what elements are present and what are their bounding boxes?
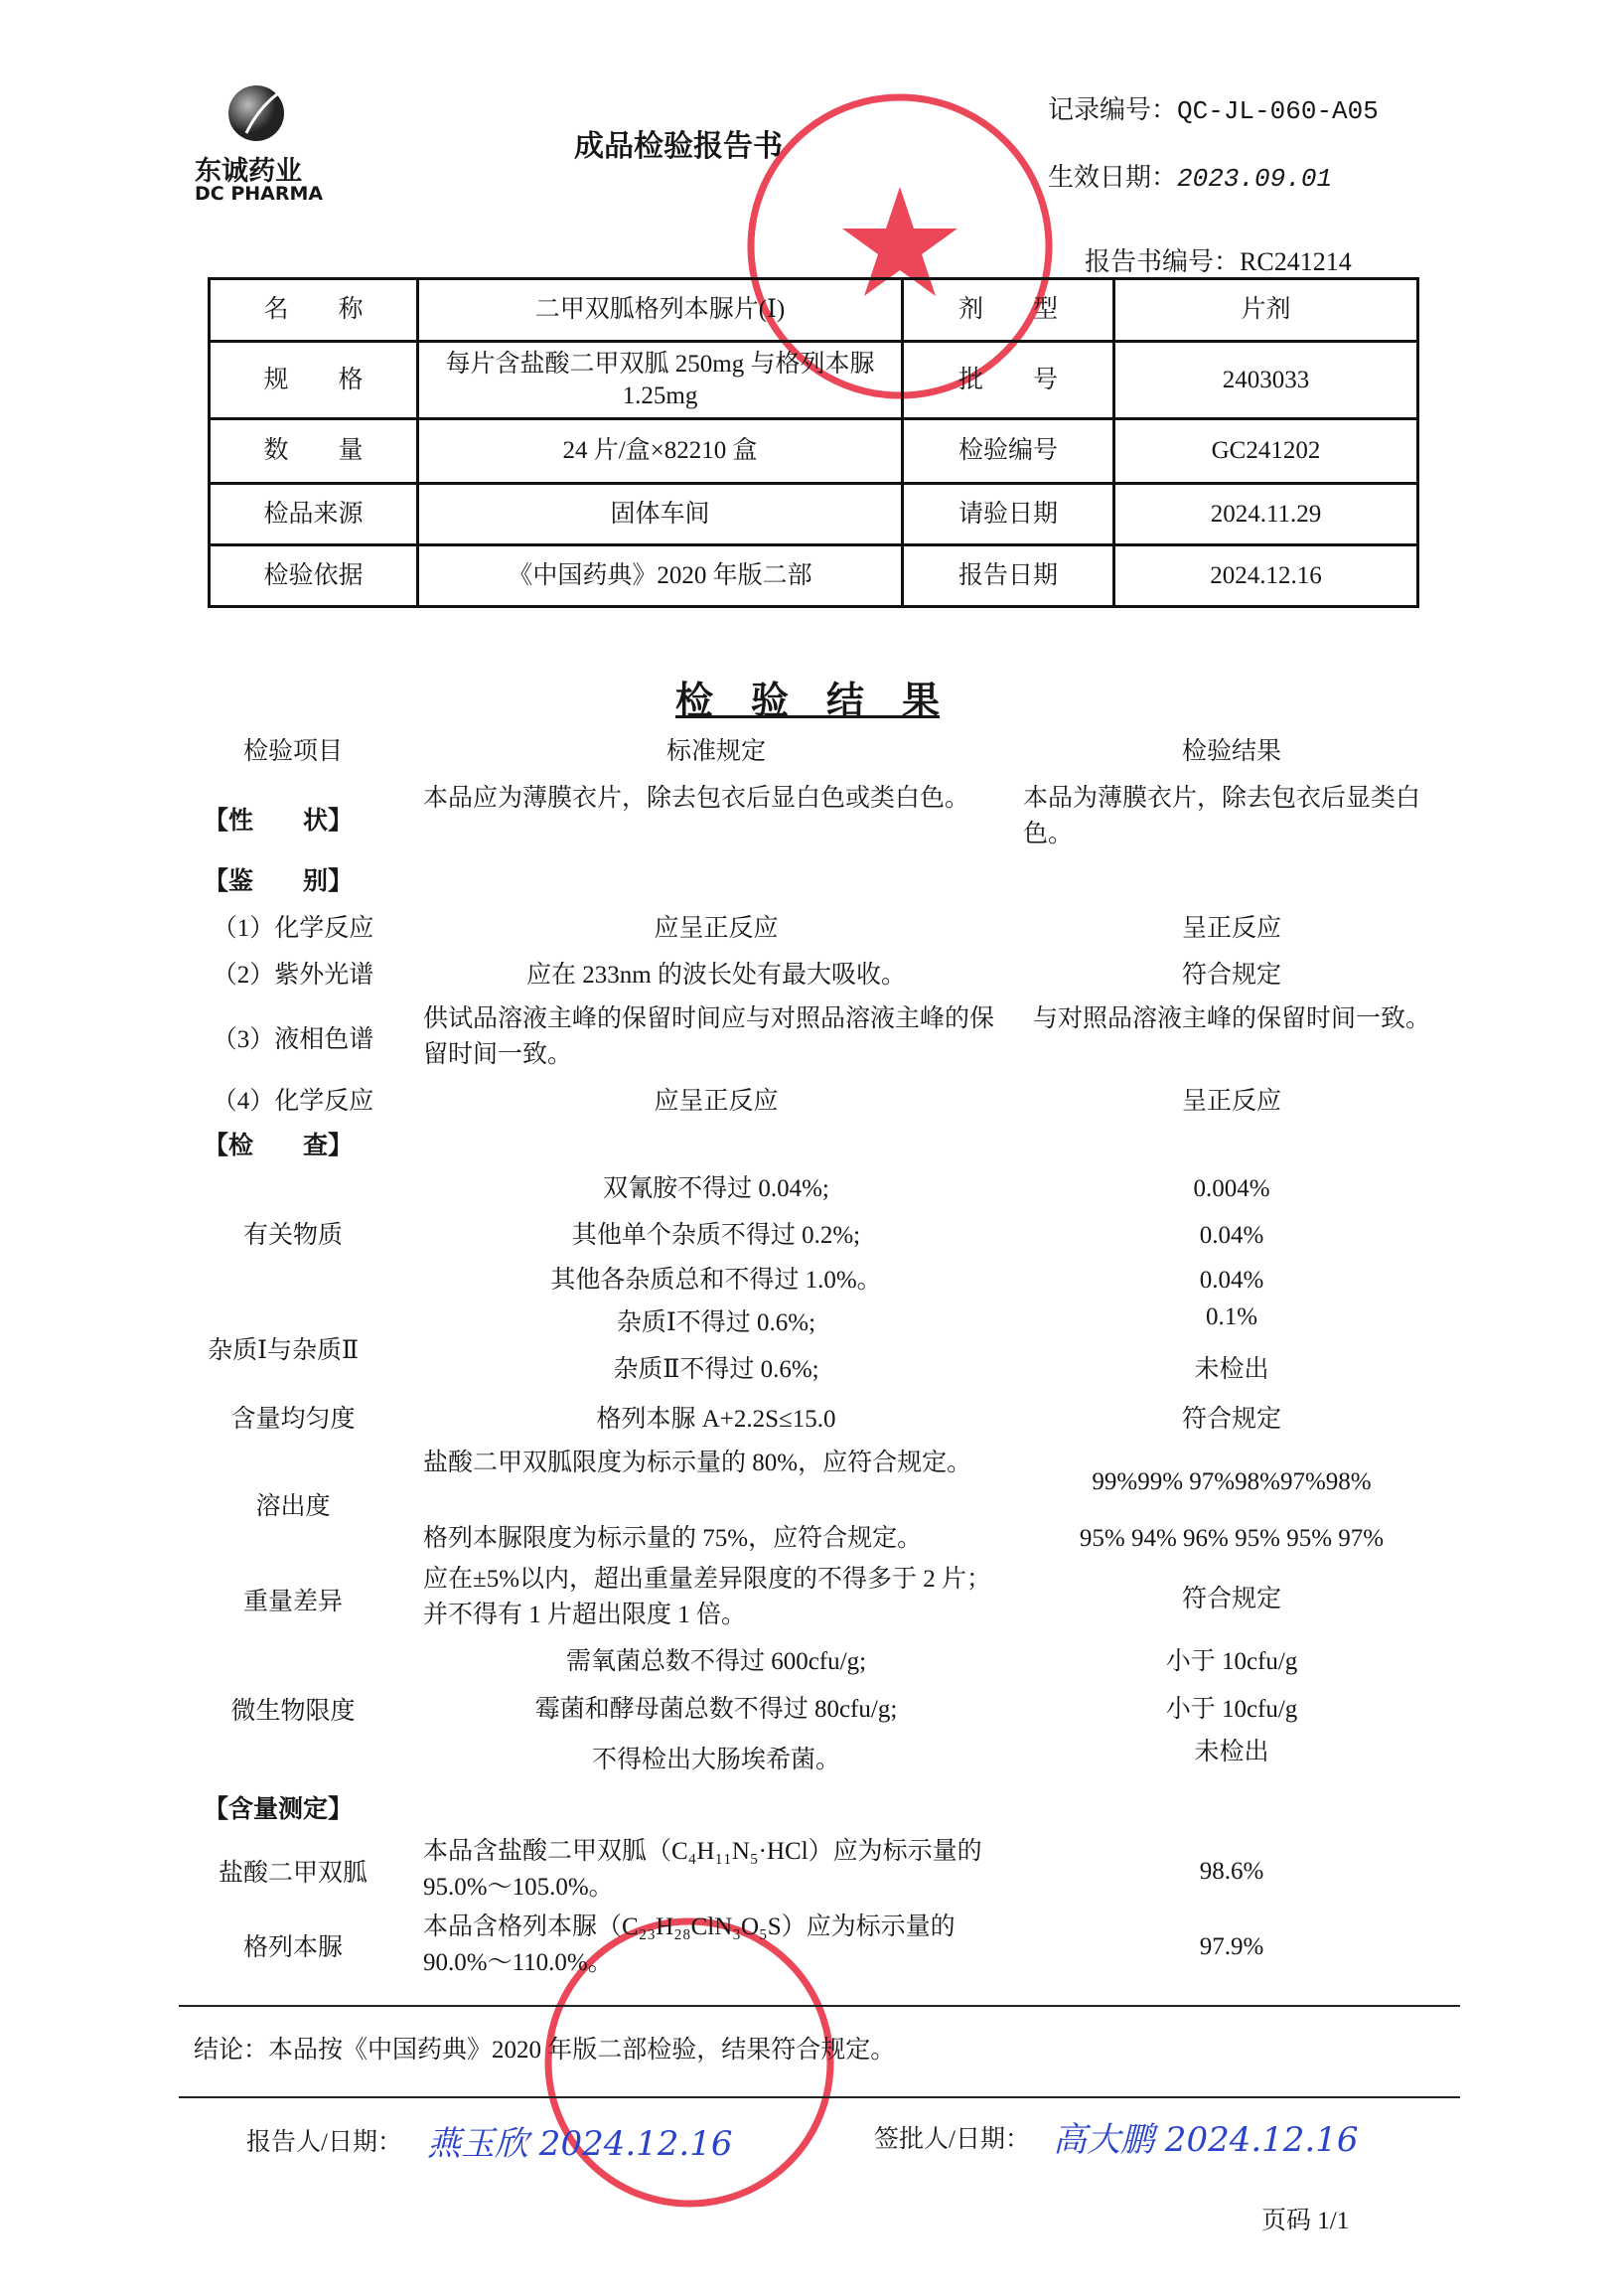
field-label: 检品来源: [210, 484, 418, 545]
field-value: GC241202: [1114, 419, 1418, 484]
id-item-standard: 供试品溶液主峰的保留时间应与对照品溶液主峰的保留时间一致。: [423, 1005, 995, 1068]
col-header-result: 检验结果: [1181, 738, 1281, 765]
field-value: 2024.12.16: [1114, 545, 1418, 607]
table-row: [210, 419, 1418, 484]
document-title: 成品检验报告书: [574, 130, 783, 163]
divider: [179, 2005, 1460, 2007]
id-item-result: 符合规定: [1181, 962, 1281, 989]
uniformity-label: 含量均匀度: [230, 1406, 356, 1433]
weight-variation-result: 符合规定: [1181, 1586, 1281, 1612]
product-info-table: [208, 277, 1419, 608]
dissolution-standard-2: 格列本脲限度为标示量的 75%，应符合规定。: [423, 1525, 923, 1552]
id-item-label: （3）液相色谱: [212, 1026, 374, 1053]
id-item-result: 与对照品溶液主峰的保留时间一致。: [1032, 1005, 1430, 1032]
assay-item-standard: 本品含格列本脲（C₂₃H₂₈ClN₃O₅S）应为标示量的 90.0%～110.0%。: [423, 1913, 956, 1976]
dissolution-standard-1: 盐酸二甲双胍限度为标示量的 80%，应符合规定。: [423, 1450, 972, 1476]
table-row: [210, 484, 1418, 545]
record-number-value: QC-JL-060-A05: [1177, 96, 1379, 126]
impurity-label: 杂质Ⅰ与杂质Ⅱ: [208, 1337, 359, 1364]
field-value: 《中国药典》2020 年版二部: [418, 545, 903, 607]
section-identification: 【鉴 别】: [204, 868, 354, 895]
field-value: 片剂: [1114, 279, 1418, 342]
report-number-label: 报告书编号：: [1085, 247, 1241, 276]
effective-date-value: 2023.09.01: [1177, 164, 1333, 194]
field-value: 24 片/盒×82210 盒: [418, 419, 903, 484]
reporter-signature: 燕玉欣 2024.12.16: [427, 2124, 733, 2164]
check-result: 小于 10cfu/g: [1165, 1648, 1298, 1675]
report-number: [1085, 241, 1352, 278]
check-result: 0.004%: [1193, 1175, 1270, 1202]
id-item-standard: 应呈正反应: [654, 915, 779, 942]
effective-date-label: 生效日期：: [1048, 163, 1178, 192]
field-label: 检验依据: [210, 545, 418, 607]
field-label: 检验编号: [903, 419, 1114, 484]
check-standard: 双氰胺不得过 0.04%;: [603, 1175, 829, 1202]
id-item-label: （1）化学反应: [212, 915, 374, 942]
check-result: 0.1%: [1205, 1303, 1258, 1330]
assay-item-label: 盐酸二甲双胍: [218, 1860, 368, 1887]
assay-item-result: 98.6%: [1199, 1858, 1264, 1885]
report-number-value: RC241214: [1240, 247, 1352, 276]
check-standard: 杂质Ⅱ不得过 0.6%;: [613, 1356, 819, 1383]
results-title: 检 验 结 果: [675, 681, 941, 722]
logo-cn: 东诚药业: [195, 156, 302, 187]
field-label: 请验日期: [903, 484, 1114, 545]
table-row: [210, 545, 1418, 607]
uniformity-standard: 格列本脲 A+2.2S≤15.0: [596, 1406, 836, 1433]
record-number-label: 记录编号：: [1048, 95, 1178, 124]
section-assay: 【含量测定】: [204, 1796, 354, 1823]
company-logo: [195, 83, 324, 203]
approver-signature: 高大鹏 2024.12.16: [1053, 2120, 1359, 2160]
dissolution-label: 溶出度: [255, 1493, 331, 1520]
check-standard: 其他各杂质总和不得过 1.0%。: [550, 1267, 882, 1294]
col-header-standard: 标准规定: [665, 738, 766, 765]
weight-variation-standard: 应在±5%以内，超出重量差异限度的不得多于 2 片；并不得有 1 片超出限度 1 倍。: [423, 1566, 992, 1628]
assay-item-result: 97.9%: [1199, 1933, 1264, 1960]
check-standard: 杂质Ⅰ不得过 0.6%;: [616, 1309, 816, 1336]
check-result: 0.04%: [1199, 1222, 1264, 1249]
section-appearance: 【性 状】: [204, 808, 354, 835]
check-standard: 霉菌和酵母菌总数不得过 80cfu/g;: [534, 1696, 898, 1723]
dissolution-result-1: 99%99% 97%98%97%98%: [1092, 1468, 1372, 1495]
microbial-limit-label: 微生物限度: [230, 1698, 356, 1725]
effective-date: [1048, 157, 1332, 194]
field-value: 固体车间: [418, 484, 903, 545]
weight-variation-label: 重量差异: [242, 1589, 343, 1615]
id-item-standard: 应呈正反应: [654, 1088, 779, 1115]
table-row: [210, 342, 1418, 419]
logo-en: DC PHARMA: [195, 183, 324, 205]
reporter-label: 报告人/日期：: [246, 2129, 402, 2156]
check-standard: 需氧菌总数不得过 600cfu/g;: [565, 1648, 867, 1675]
field-value: 2403033: [1114, 342, 1418, 419]
appearance-standard: 本品应为薄膜衣片，除去包衣后显白色或类白色。: [423, 785, 970, 812]
field-value: 2024.11.29: [1114, 484, 1418, 545]
check-standard: 其他单个杂质不得过 0.2%;: [571, 1222, 861, 1249]
page-number: 页码 1/1: [1261, 2208, 1350, 2234]
field-label: 规 格: [210, 342, 418, 419]
field-label: 报告日期: [903, 545, 1114, 607]
check-standard: 不得检出大肠埃希菌。: [591, 1747, 840, 1773]
field-label: 批 号: [903, 342, 1114, 419]
check-result: 未检出: [1194, 1739, 1269, 1765]
field-value: 每片含盐酸二甲双胍 250mg 与格列本脲 1.25mg: [418, 342, 903, 419]
related-substances-label: 有关物质: [242, 1222, 343, 1249]
field-label: 数 量: [210, 419, 418, 484]
field-label: 名 称: [210, 279, 418, 342]
id-item-standard: 应在 233nm 的波长处有最大吸收。: [526, 962, 906, 989]
col-header-item: 检验项目: [242, 738, 343, 765]
id-item-result: 呈正反应: [1181, 1088, 1281, 1115]
table-row: [210, 279, 1418, 342]
check-result: 未检出: [1194, 1356, 1269, 1383]
id-item-result: 呈正反应: [1181, 915, 1281, 942]
appearance-result: 本品为薄膜衣片，除去包衣后显类白色。: [1023, 785, 1421, 847]
section-checks: 【检 查】: [204, 1133, 354, 1159]
assay-item-standard: 本品含盐酸二甲双胍（C₄H₁₁N₅·HCl）应为标示量的 95.0%～105.0%。: [423, 1838, 982, 1901]
logo-sphere-icon: [226, 83, 286, 143]
id-item-label: （4）化学反应: [212, 1088, 374, 1115]
assay-item-label: 格列本脲: [242, 1934, 343, 1961]
field-label: 剂 型: [903, 279, 1114, 342]
check-result: 0.04%: [1199, 1267, 1264, 1294]
dissolution-result-2: 95% 94% 96% 95% 95% 97%: [1079, 1525, 1385, 1552]
approver-label: 签批人/日期：: [874, 2126, 1030, 2153]
check-result: 小于 10cfu/g: [1165, 1696, 1298, 1723]
record-number: [1048, 89, 1379, 126]
id-item-label: （2）紫外光谱: [212, 962, 374, 989]
uniformity-result: 符合规定: [1181, 1406, 1281, 1433]
conclusion: 结论：本品按《中国药典》2020 年版二部检验，结果符合规定。: [194, 2037, 896, 2064]
field-value: 二甲双胍格列本脲片(Ⅰ): [418, 279, 903, 342]
divider: [179, 2096, 1460, 2098]
